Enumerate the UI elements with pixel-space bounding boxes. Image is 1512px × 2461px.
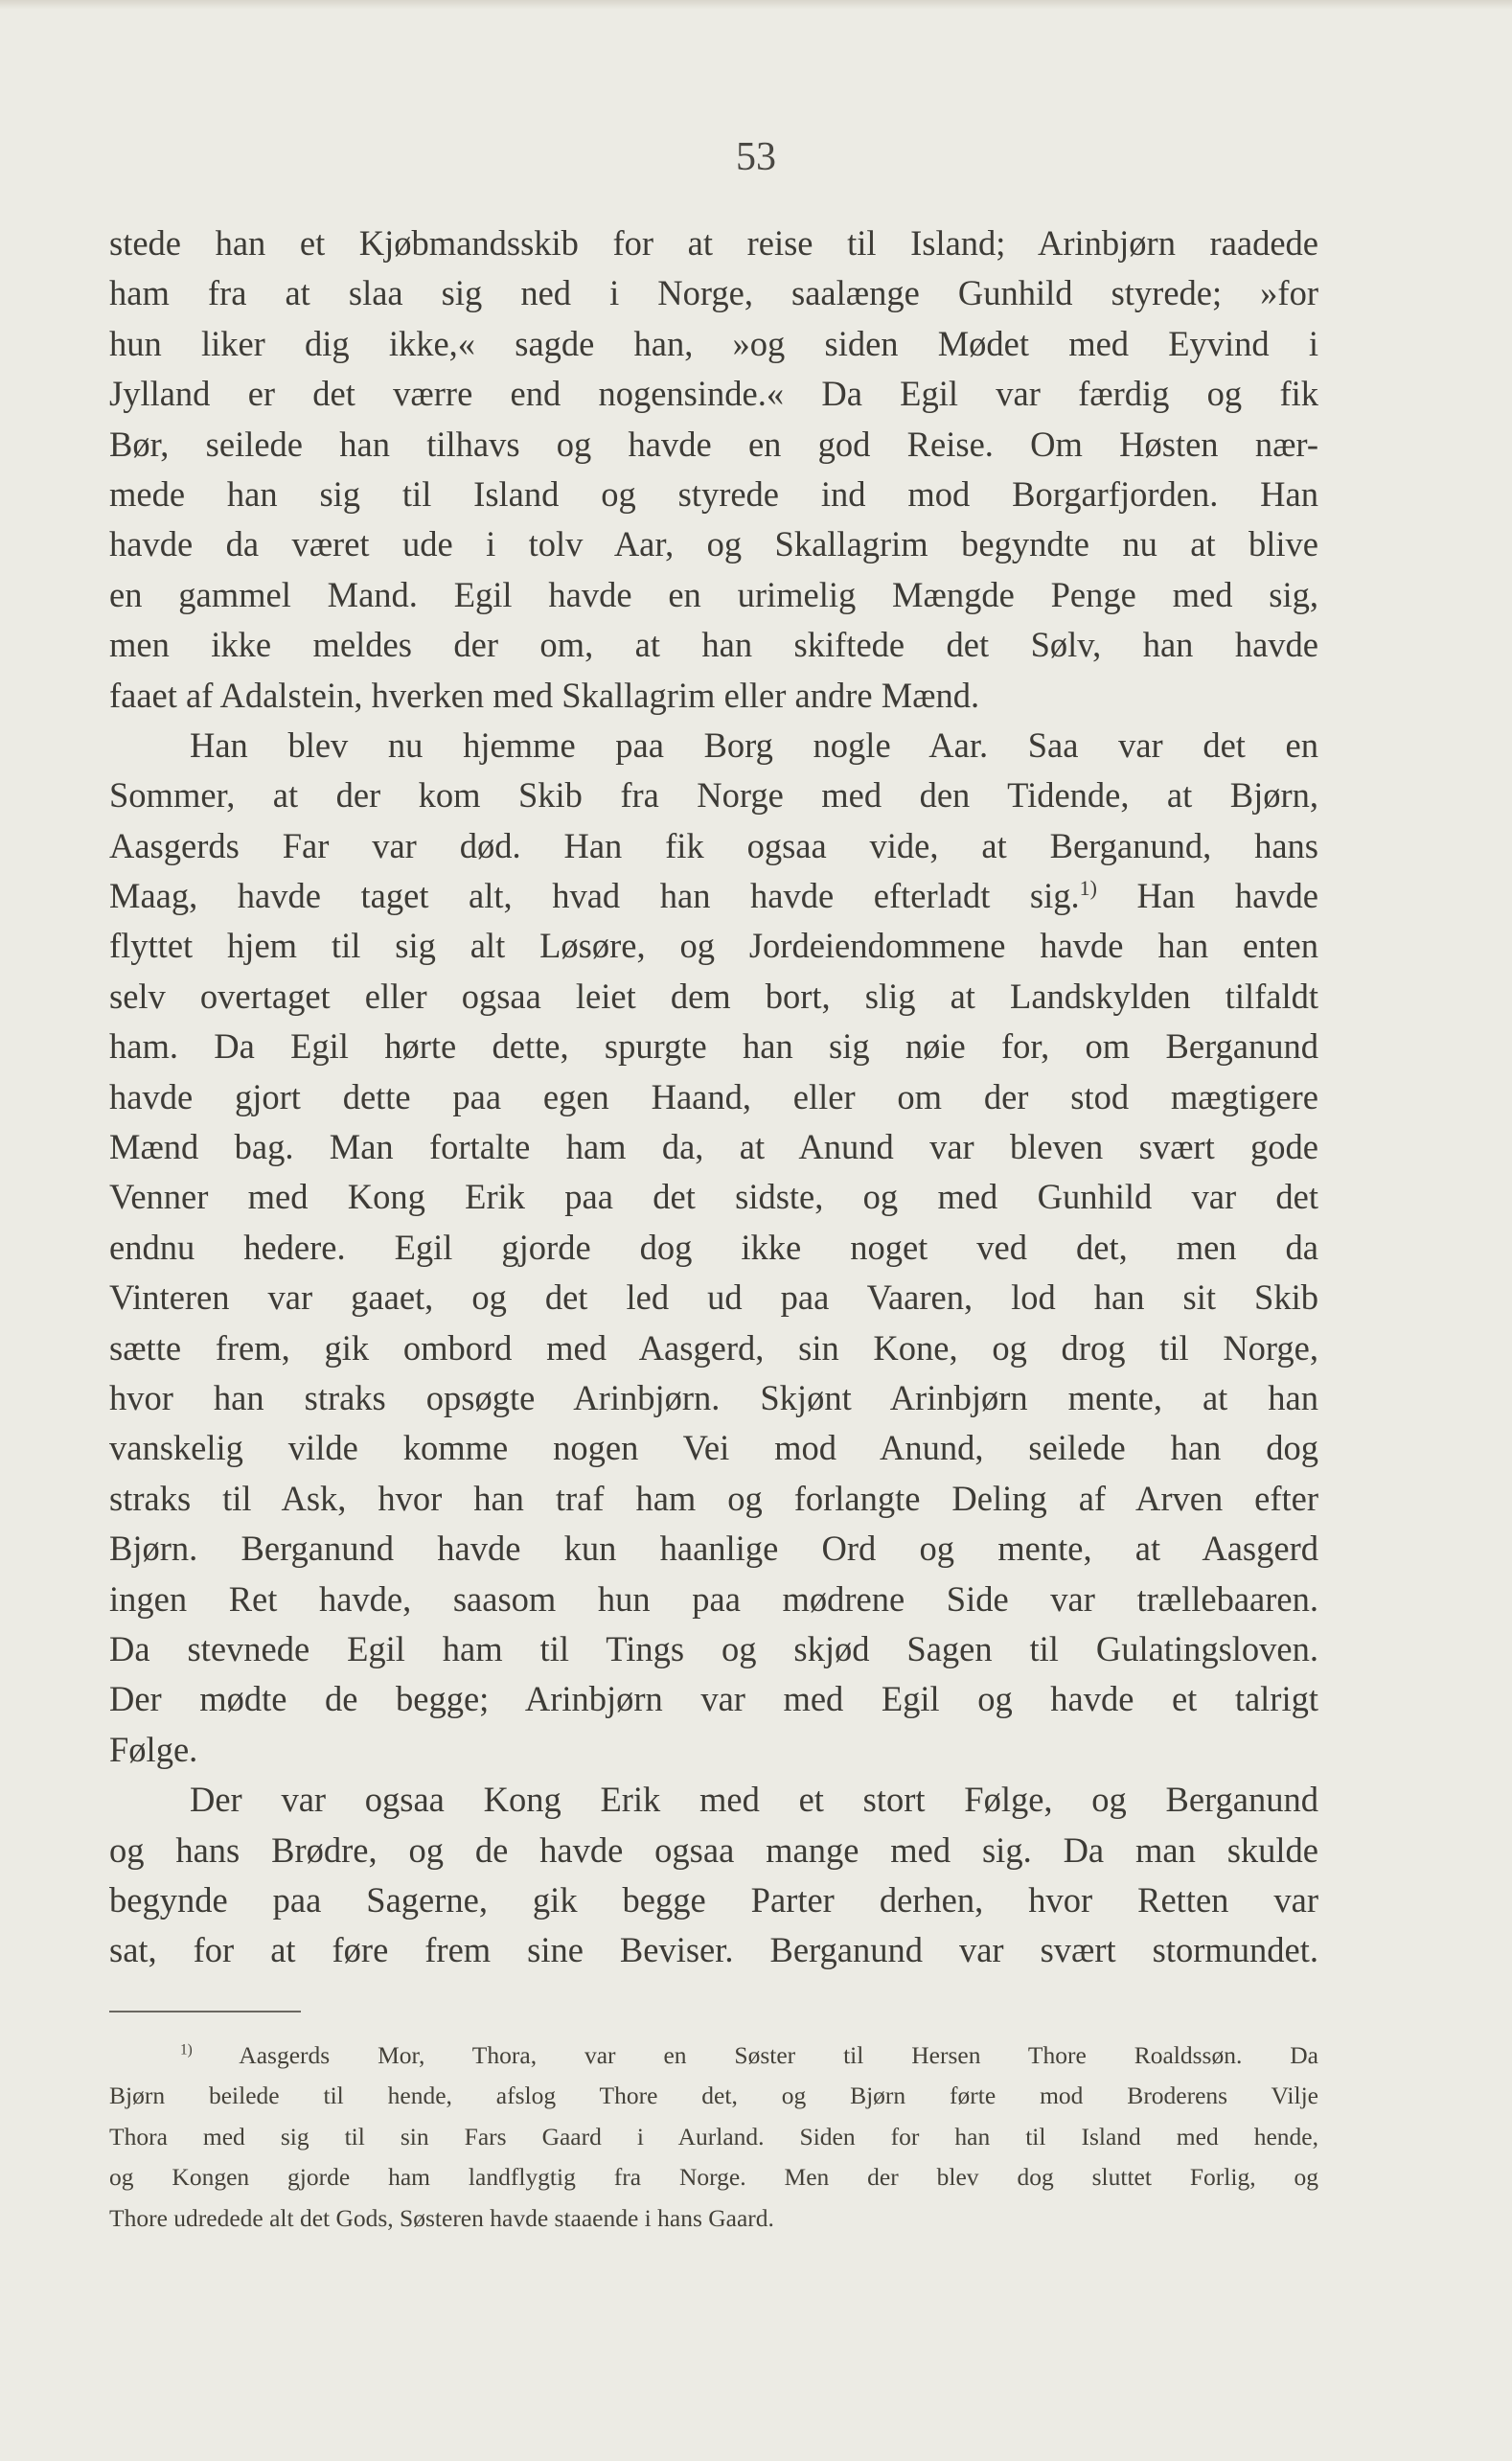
text-line: ham. Da Egil hørte dette, spurgte han sig nøie for, om Berganund	[109, 1026, 1318, 1067]
text-line: sætte frem, gik ombord med Aasgerd, sin Kone, og drog til Norge,	[109, 1327, 1318, 1368]
page-edge	[0, 0, 1512, 10]
text-line: sat, for at føre frem sine Beviser. Berganund var svært stormundet.	[109, 1930, 1318, 1970]
page-number: 53	[736, 135, 776, 179]
text-segment: Maag, havde taget alt, hvad han havde efterladt sig.	[109, 876, 1080, 916]
text-line: Mænd bag. Man fortalte ham da, at Anund var bleven svært gode	[109, 1127, 1318, 1167]
text-line-with-footnote	[109, 871, 1318, 921]
text-line: faaet af Adalstein, hverken med Skallagrim eller andre Mænd.	[109, 675, 980, 715]
text-line: selv overtaget eller ogsaa leiet dem bort, slig at Landskylden tilfaldt	[109, 976, 1318, 1016]
footnote-line: Thora med sig til sin Fars Gaard i Aurland. Siden for han til Island med hende,	[109, 2122, 1318, 2150]
text-segment: Han havde	[1096, 876, 1319, 916]
footnote-line: Bjørn beilede til hende, afslog Thore det, og Bjørn førte mod Broderens Vilje	[109, 2082, 1318, 2110]
text-line: Der mødte de begge; Arinbjørn var med Egil og havde et talrigt	[109, 1679, 1318, 1719]
text-line: begynde paa Sagerne, gik begge Parter derhen, hvor Retten var	[109, 1879, 1318, 1920]
footnotes	[109, 2036, 1318, 2239]
text-line: stede han et Kjøbmandsskib for at reise til Island; Arinbjørn raadede	[109, 223, 1318, 263]
text-line: Vinteren var gaaet, og det led ud paa Vaaren, lod han sit Skib	[109, 1277, 1318, 1318]
footnote-line: Thore udredede alt det Gods, Søsteren havde staaende i hans Gaard.	[109, 2203, 774, 2232]
text-line: Bør, seilede han tilhavs og havde en god Reise. Om Høsten nær-	[109, 424, 1318, 464]
text-line: havde da været ude i tolv Aar, og Skallagrim begyndte nu at blive	[109, 524, 1318, 564]
text-line: flyttet hjem til sig alt Løsøre, og Jordeiendommene havde han enten	[109, 926, 1318, 966]
text-line: vanskelig vilde komme nogen Vei mod Anund, seilede han dog	[109, 1428, 1318, 1468]
text-line: Venner med Kong Erik paa det sidste, og med Gunhild var det	[109, 1177, 1318, 1217]
footnote-reference: 1)	[1079, 875, 1097, 900]
footnote-line: $^{1)}$ Aasgerds Mor, Thora, var en Søster til Hersen Thore Roaldssøn. Da	[180, 2041, 1319, 2069]
text-line: mede han sig til Island og styrede ind mod Borgarfjorden. Han	[109, 473, 1318, 514]
text-line: Da stevnede Egil ham til Tings og skjød Sagen til Gulatingsloven.	[109, 1628, 1318, 1668]
text-line: ingen Ret havde, saasom hun paa mødrene Side var trællebaaren.	[109, 1578, 1318, 1619]
text-line: hun liker dig ikke,« sagde han, »og siden Mødet med Eyvind i	[109, 323, 1318, 363]
body-text	[109, 218, 1318, 1976]
text-line: hvor han straks opsøgte Arinbjørn. Skjønt Arinbjørn mente, at han	[109, 1377, 1318, 1417]
text-line: og hans Brødre, og de havde ogsaa mange med sig. Da man skulde	[109, 1829, 1318, 1870]
footnote-marker: 1)	[180, 2041, 193, 2058]
text-line: endnu hedere. Egil gjorde dog ikke noget ved det, men da	[109, 1227, 1318, 1267]
text-line: Bjørn. Berganund havde kun haanlige Ord og mente, at Aasgerd	[109, 1529, 1318, 1569]
text-line: men ikke meldes der om, at han skiftede det Sølv, han havde	[109, 625, 1318, 665]
text-line: en gammel Mand. Egil havde en urimelig Mængde Penge med sig,	[109, 574, 1318, 614]
text-line: havde gjort dette paa egen Haand, eller om der stod mægtigere	[109, 1076, 1318, 1116]
text-line: Der var ogsaa Kong Erik med et stort Følge, og Berganund	[190, 1780, 1318, 1820]
text-line: Jylland er det værre end nogensinde.« Da Egil var færdig og fik	[109, 374, 1318, 414]
text-line: Aasgerds Far var død. Han fik ogsaa vide, at Berganund, hans	[109, 825, 1318, 865]
text-line: straks til Ask, hvor han traf ham og forlangte Deling af Arven efter	[109, 1478, 1318, 1518]
text-line: ham fra at slaa sig ned i Norge, saalænge Gunhild styrede; »for	[109, 273, 1318, 313]
text-line: Følge.	[109, 1729, 198, 1769]
text-line: Han blev nu hjemme paa Borg nogle Aar. Saa var det en	[190, 724, 1318, 765]
text-line: Sommer, at der kom Skib fra Norge med den Tidende, at Bjørn,	[109, 775, 1318, 816]
footnote-line: og Kongen gjorde ham landflygtig fra Norge. Men der blev dog sluttet Forlig, og	[109, 2163, 1318, 2192]
footnote-divider	[109, 2011, 301, 2012]
